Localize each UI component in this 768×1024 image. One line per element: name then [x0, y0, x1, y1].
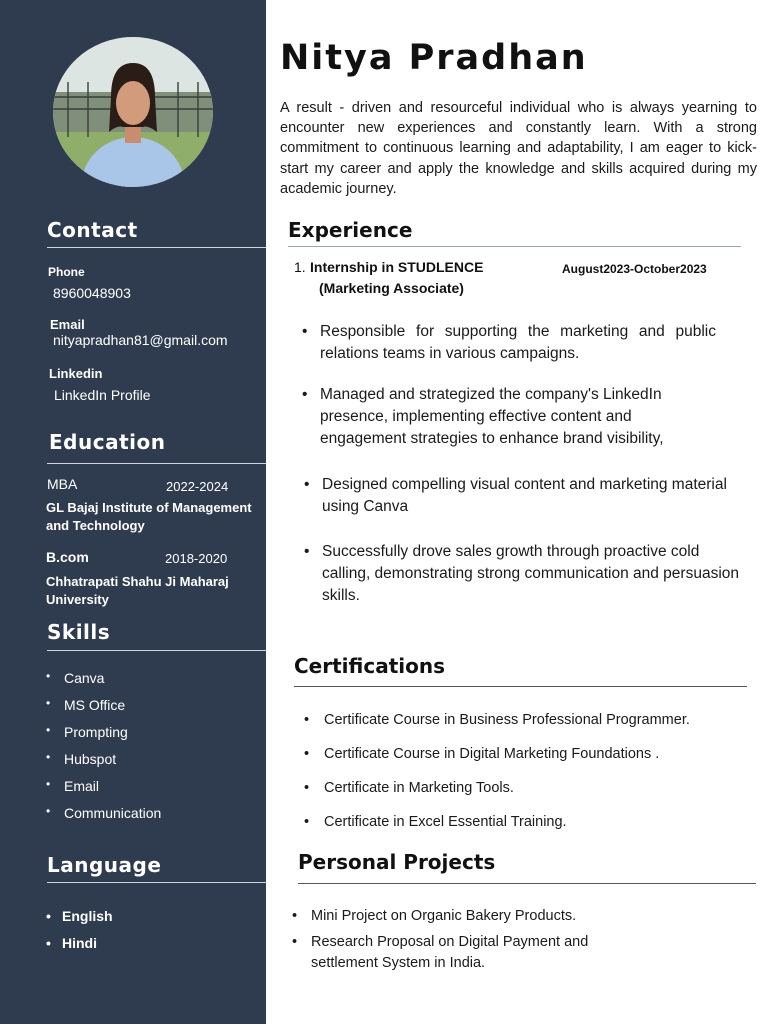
- education-school: Chhatrapati Shahu Ji Maharaj University: [46, 574, 229, 607]
- phone-value: 8960048903: [53, 285, 131, 301]
- certification-item: • Certificate in Marketing Tools.: [302, 780, 514, 796]
- experience-heading: Experience: [288, 218, 413, 242]
- certifications-divider: [294, 686, 747, 687]
- candidate-name: Nitya Pradhan: [280, 38, 588, 78]
- skill-item: • MS Office: [46, 695, 161, 722]
- contact-divider: [47, 247, 266, 248]
- job-role: (Marketing Associate): [319, 280, 464, 296]
- project-item: • Research Proposal on Digital Payment and settlement System in India.: [290, 932, 621, 974]
- language-item: • English: [46, 906, 113, 933]
- experience-divider: [288, 246, 741, 247]
- sidebar: [0, 0, 266, 1024]
- email-value[interactable]: nityapradhan81@gmail.com: [53, 332, 228, 348]
- job-title: Internship in STUDLENCE: [310, 259, 484, 275]
- education-years: 2022-2024: [166, 479, 229, 494]
- skills-divider: [47, 650, 266, 651]
- linkedin-link[interactable]: LinkedIn Profile: [54, 387, 151, 403]
- projects-divider: [298, 883, 756, 884]
- contact-heading: Contact: [47, 218, 138, 242]
- skill-item: • Communication: [46, 803, 161, 830]
- education-years: 2018-2020: [165, 551, 228, 566]
- skill-item: • Hubspot: [46, 749, 161, 776]
- phone-label: Phone: [48, 265, 85, 279]
- projects-heading: Personal Projects: [298, 850, 496, 874]
- main-content: [266, 0, 768, 1024]
- education-divider: [47, 463, 266, 464]
- education-heading: Education: [49, 430, 166, 454]
- language-heading: Language: [47, 853, 162, 877]
- education-degree: MBA: [47, 476, 78, 492]
- linkedin-label: Linkedin: [49, 366, 103, 381]
- certification-item: • Certificate Course in Digital Marketing Foundations .: [302, 746, 659, 762]
- profile-summary: A result - driven and resourceful individual who is always yearning to encounter new experiences and constantly learn. With a strong commitment to continuous learning and adaptability, I am eager to kick-start my career and apply the knowledge and skills acquired during my academic journey.: [280, 100, 757, 197]
- project-item: • Mini Project on Organic Bakery Products.: [290, 906, 711, 927]
- experience-bullet: • Responsible for supporting the marketing and public relations teams in various campaigns.: [300, 321, 716, 365]
- certification-item: • Certificate Course in Business Professional Programmer.: [302, 712, 690, 728]
- language-divider: [47, 882, 266, 883]
- language-item: • Hindi: [46, 933, 113, 960]
- experience-bullet: • Successfully drove sales growth through proactive cold calling, demonstrating strong communication and persuasion skills.: [302, 541, 742, 607]
- certification-item: • Certificate in Excel Essential Training.: [302, 814, 567, 830]
- email-label: Email: [50, 317, 85, 332]
- education-school: GL Bajaj Institute of Management and Technology: [46, 500, 252, 533]
- skills-list: [46, 668, 161, 830]
- experience-bullet: • Managed and strategized the company's LinkedIn presence, implementing effective content and engagement strategies to enhance brand visibility,: [300, 384, 720, 450]
- skills-heading: Skills: [47, 620, 111, 644]
- job-dates: August2023-October2023: [562, 262, 707, 276]
- skill-item: • Prompting: [46, 722, 161, 749]
- skill-item: • Email: [46, 776, 161, 803]
- job-number: 1.: [294, 259, 306, 275]
- language-list: [46, 906, 113, 960]
- experience-bullet: • Designed compelling visual content and marketing material using Canva: [302, 474, 762, 518]
- skill-item: • Canva: [46, 668, 161, 695]
- profile-photo: [53, 37, 213, 187]
- certifications-heading: Certifications: [294, 654, 445, 678]
- education-degree: B.com: [46, 549, 89, 565]
